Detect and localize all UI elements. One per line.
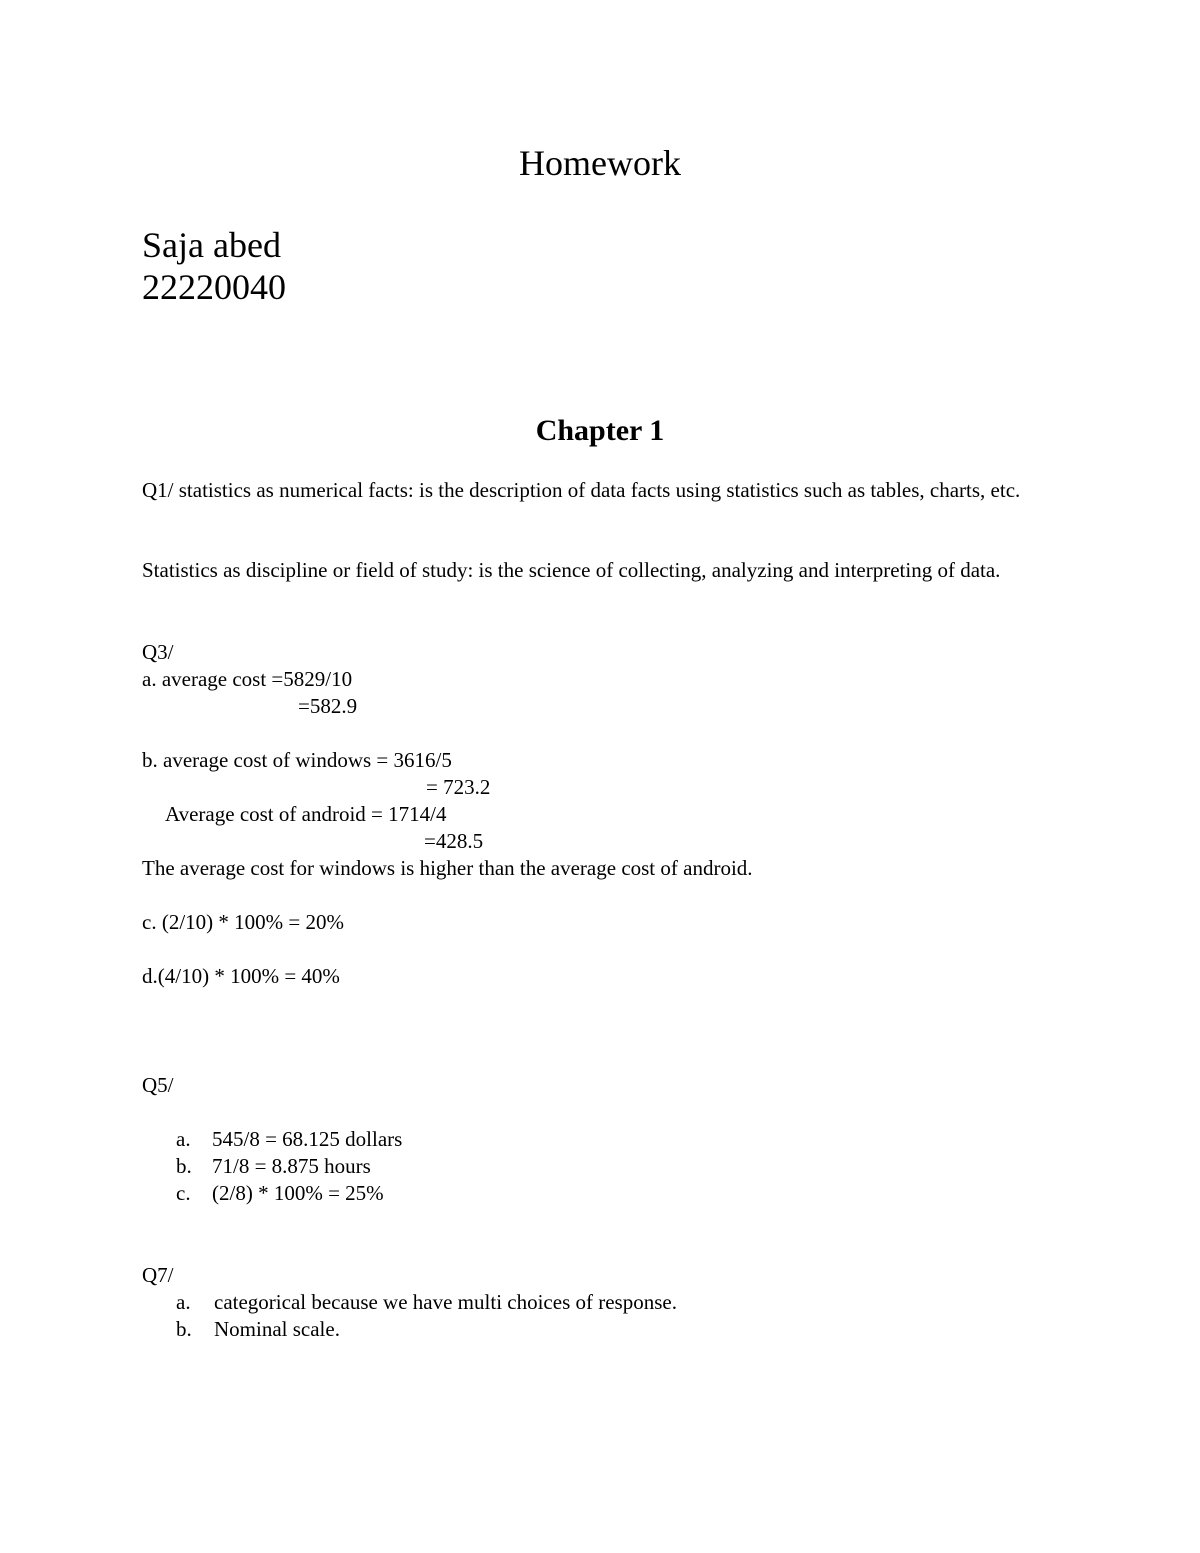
list-item: (2/8) * 100% = 25% <box>212 1181 384 1205</box>
list-item: categorical because we have multi choices of response. <box>214 1290 677 1314</box>
list-item-marker: a. <box>176 1290 191 1314</box>
q3-label: Q3/ <box>142 640 174 664</box>
q3-b-conclusion: The average cost for windows is higher than the average cost of android. <box>142 856 753 880</box>
q3-b-line4: =428.5 <box>424 829 484 853</box>
q3-c: c. (2/10) * 100% = 20% <box>142 910 344 934</box>
list-item-marker: c. <box>176 1181 191 1205</box>
q1-numerical-facts: Q1/ statistics as numerical facts: is the description of data facts using statistics such as tables, charts, etc. <box>142 478 1021 502</box>
q7-label: Q7/ <box>142 1263 174 1287</box>
list-item: 545/8 = 68.125 dollars <box>212 1127 403 1151</box>
list-item: Nominal scale. <box>214 1317 340 1341</box>
list-item-marker: a. <box>176 1127 191 1151</box>
q3-b-line1: b. average cost of windows = 3616/5 <box>142 748 452 772</box>
list-item: 71/8 = 8.875 hours <box>212 1154 371 1178</box>
q1-discipline: Statistics as discipline or field of study: is the science of collecting, analyzing and interpreting of data. <box>142 558 1001 582</box>
q3-d: d.(4/10) * 100% = 40% <box>142 964 340 988</box>
q3-a-line1: a. average cost =5829/10 <box>142 667 353 691</box>
student-name: Saja abed <box>142 225 281 265</box>
student-id: 22220040 <box>142 267 286 307</box>
chapter-heading: Chapter 1 <box>535 414 665 447</box>
q3-b-line2: = 723.2 <box>426 775 491 799</box>
document-title: Homework <box>519 143 681 183</box>
q3-a-line2: =582.9 <box>298 694 358 718</box>
list-item-marker: b. <box>176 1317 192 1341</box>
q3-b-line3: Average cost of android = 1714/4 <box>165 802 447 826</box>
list-item-marker: b. <box>176 1154 192 1178</box>
q5-label: Q5/ <box>142 1073 174 1097</box>
